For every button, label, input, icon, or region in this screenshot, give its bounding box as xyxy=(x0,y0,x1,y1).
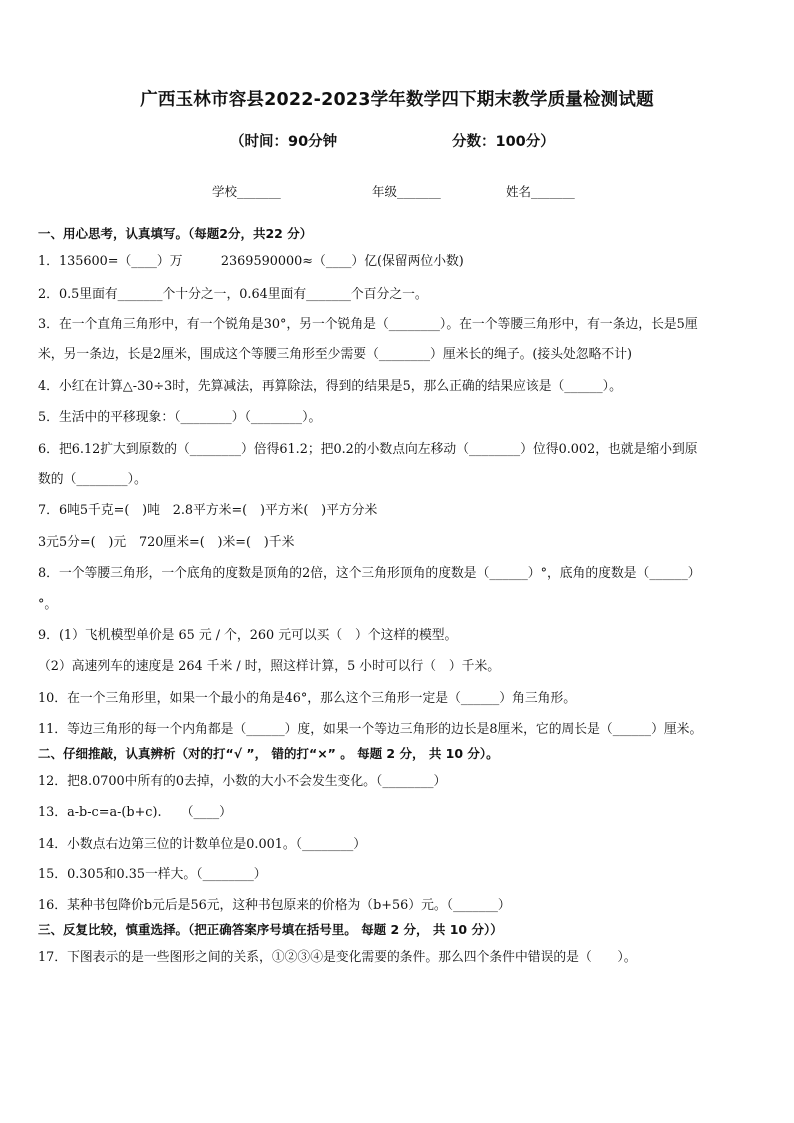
exam-time: （时间：90分钟 xyxy=(230,134,338,150)
question-6-line-1: 6．把6.12扩大到原数的（________）倍得61.2；把0.2的小数点向左移动（________）位得0.002，也就是缩小到原 xyxy=(38,442,698,457)
name-field: 姓名_______ xyxy=(506,184,575,199)
grade-field: 年级_______ xyxy=(372,184,441,199)
exam-title: 广西玉林市容县2022-2023学年数学四下期末教学质量检测试题 xyxy=(140,90,654,110)
question-5: 5．生活中的平移现象：（________）（________）。 xyxy=(38,410,322,425)
section-heading-2: 二、仔细推敲，认真辨析（对的打“√ ”， 错的打“×” 。 每题 2 分， 共 10 分）。 xyxy=(38,746,499,761)
question-2: 2．0.5里面有_______个十分之一，0.64里面有_______个百分之一。 xyxy=(38,287,428,302)
section-heading-3: 三、反复比较，慎重选择。（把正确答案序号填在括号里。 每题 2 分， 共 10 分）） xyxy=(38,922,503,937)
question-17: 17．下图表示的是一些图形之间的关系，①②③④是变化需要的条件。那么四个条件中错误的是（ ）。 xyxy=(38,950,637,965)
question-7-line-2: 3元5分=( )元 720厘米=( )米=( )千米 xyxy=(38,535,295,550)
question-10: 10．在一个三角形里，如果一个最小的角是46°，那么这个三角形一定是（______）角三角形。 xyxy=(38,691,577,706)
question-9-part-2: （2）高速列车的速度是 264 千米 / 时，照这样计算，5 小时可以行（ ）千米。 xyxy=(38,659,501,674)
question-1: 1．135600=（____）万 2369590000≈（____）亿(保留两位小数) xyxy=(38,254,464,269)
question-3-line-1: 3．在一个直角三角形中，有一个锐角是30°，另一个锐角是（________）。在一个等腰三角形中，有一条边，长是5厘 xyxy=(38,317,698,332)
question-11: 11．等边三角形的每一个内角都是（______）度，如果一个等边三角形的边长是8厘米，它的周长是（______）厘米。 xyxy=(38,722,703,737)
exam-score: 分数：100分） xyxy=(452,134,555,150)
question-7-line-1: 7．6吨5千克=( )吨 2.8平方米=( )平方米( )平方分米 xyxy=(38,503,378,518)
question-16: 16．某种书包降价b元后是56元，这种书包原来的价格为（b+56）元。（_______） xyxy=(38,898,511,913)
question-8-line-2: °。 xyxy=(38,597,58,612)
question-3-line-2: 米，另一条边，长是2厘米，围成这个等腰三角形至少需要（________）厘米长的绳子。(接头处忽略不计) xyxy=(38,347,632,362)
question-4: 4．小红在计算△-30÷3时，先算减法，再算除法，得到的结果是5，那么正确的结果应该是（______）。 xyxy=(38,379,622,394)
question-6-line-2: 数的（________）。 xyxy=(38,472,147,487)
question-9-part-1: 9．(1）飞机模型单价是 65 元 / 个，260 元可以买（ ）个这样的模型。 xyxy=(38,628,458,643)
school-field: 学校_______ xyxy=(212,184,281,199)
question-12: 12．把8.0700中所有的0去掉，小数的大小不会发生变化。（________） xyxy=(38,774,447,789)
question-13: 13．a-b-c=a-(b+c). （____） xyxy=(38,805,232,820)
question-15: 15．0.305和0.35一样大。（________） xyxy=(38,867,267,882)
question-14: 14．小数点右边第三位的计数单位是0.001。（________） xyxy=(38,837,367,852)
question-8-line-1: 8．一个等腰三角形，一个底角的度数是顶角的2倍，这个三角形顶角的度数是（______）°，底角的度数是（______） xyxy=(38,566,701,581)
section-heading-1: 一、用心思考，认真填写。（每题2分，共22 分） xyxy=(38,226,313,241)
